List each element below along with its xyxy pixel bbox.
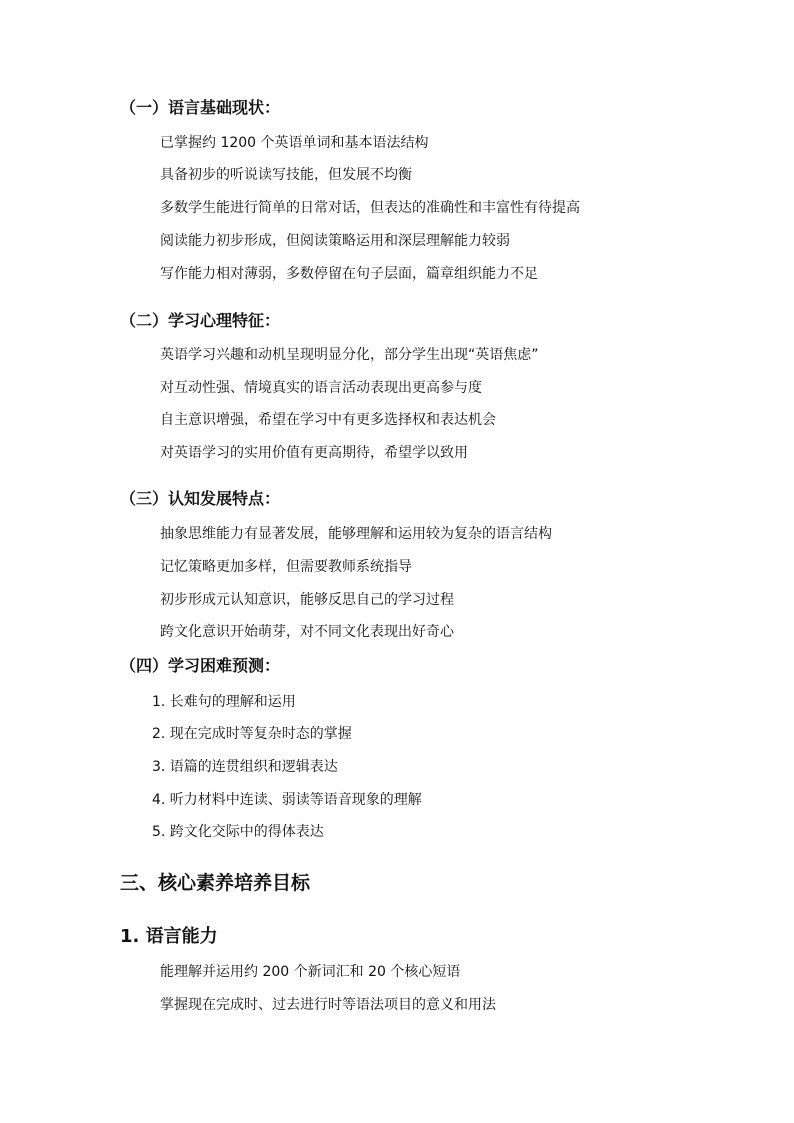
numbered-item: 4. 听力材料中连读、弱读等语音现象的理解	[152, 792, 422, 808]
section-heading-language-basis: （一）语言基础现状：	[120, 98, 281, 117]
list-item: 已掌握约 1200 个英语单词和基本语法结构	[160, 135, 429, 151]
numbered-item: 2. 现在完成时等复杂时态的掌握	[152, 726, 352, 742]
list-item: 对英语学习的实用价值有更高期待，希望学以致用	[160, 445, 468, 461]
numbered-item: 3. 语篇的连贯组织和逻辑表达	[152, 759, 338, 775]
part-title-core-literacy: 三、核心素养培养目标	[120, 872, 311, 894]
list-item: 跨文化意识开始萌芽，对不同文化表现出好奇心	[160, 624, 454, 640]
section-heading-learning-psychology: （二）学习心理特征：	[120, 311, 281, 330]
list-item: 记忆策略更加多样，但需要教师系统指导	[160, 559, 412, 575]
subheading-language-ability: 1. 语言能力	[120, 926, 218, 947]
list-item: 写作能力相对薄弱，多数停留在句子层面，篇章组织能力不足	[160, 266, 538, 282]
list-item: 具备初步的听说读写技能，但发展不均衡	[160, 167, 412, 183]
list-item: 能理解并运用约 200 个新词汇和 20 个核心短语	[160, 964, 461, 980]
list-item: 对互动性强、情境真实的语言活动表现出更高参与度	[160, 380, 482, 396]
list-item: 多数学生能进行简单的日常对话，但表达的准确性和丰富性有待提高	[160, 200, 580, 216]
numbered-item: 1. 长难句的理解和运用	[152, 694, 296, 710]
list-item: 自主意识增强，希望在学习中有更多选择权和表达机会	[160, 412, 496, 428]
list-item: 阅读能力初步形成，但阅读策略运用和深层理解能力较弱	[160, 233, 510, 249]
list-item: 掌握现在完成时、过去进行时等语法项目的意义和用法	[160, 997, 496, 1013]
section-heading-cognitive-development: （三）认知发展特点：	[120, 489, 281, 508]
list-item: 抽象思维能力有显著发展，能够理解和运用较为复杂的语言结构	[160, 526, 552, 542]
section-heading-learning-difficulties: （四）学习困难预测：	[120, 656, 281, 675]
list-item: 英语学习兴趣和动机呈现明显分化，部分学生出现“英语焦虑”	[160, 347, 539, 363]
list-item: 初步形成元认知意识，能够反思自己的学习过程	[160, 592, 454, 608]
numbered-item: 5. 跨文化交际中的得体表达	[152, 824, 324, 840]
